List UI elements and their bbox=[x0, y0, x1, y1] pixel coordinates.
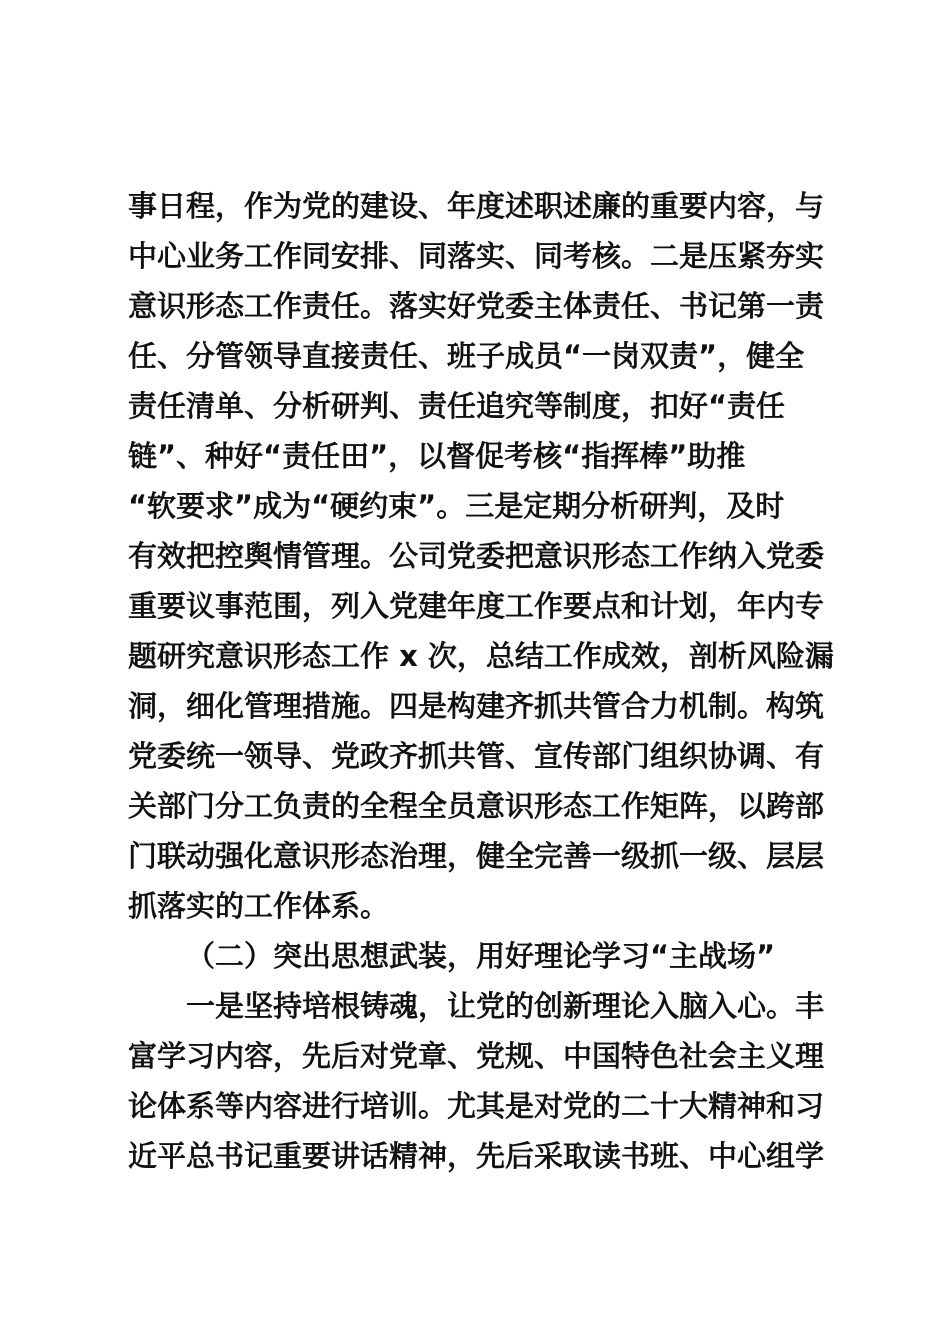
section-heading: （二）突出思想武装，用好理论学习“主战场” bbox=[186, 939, 776, 973]
text-line: 有效把控舆情管理。公司党委把意识形态工作纳入党委 bbox=[128, 539, 825, 573]
text-line: 门联动强化意识形态治理，健全完善一级抓一级、层层 bbox=[128, 839, 825, 873]
text-line: 意识形态工作责任。落实好党委主体责任、书记第一责 bbox=[128, 289, 825, 323]
text-line: 事日程，作为党的建设、年度述职述廉的重要内容，与 bbox=[128, 189, 825, 223]
text-line: 富学习内容，先后对党章、党规、中国特色社会主义理 bbox=[128, 1039, 825, 1073]
text-line: 任、分管领导直接责任、班子成员“一岗双责”，健全 bbox=[128, 339, 805, 373]
text-line: 重要议事范围，列入党建年度工作要点和计划，年内专 bbox=[128, 589, 825, 623]
text-line: 近平总书记重要讲话精神，先后采取读书班、中心组学 bbox=[128, 1139, 825, 1173]
text-line: 中心业务工作同安排、同落实、同考核。二是压紧夯实 bbox=[128, 239, 825, 273]
text-line: 一是坚持培根铸魂，让党的创新理论入脑入心。丰 bbox=[186, 989, 825, 1023]
text-line: 党委统一领导、党政齐抓共管、宣传部门组织协调、有 bbox=[128, 739, 825, 773]
text-line: 责任清单、分析研判、责任追究等制度，扣好“责任 bbox=[128, 389, 786, 423]
text-line: 题研究意识形态工作 x 次，总结工作成效，剖析风险漏 bbox=[128, 639, 834, 673]
text-line: 论体系等内容进行培训。尤其是对党的二十大精神和习 bbox=[128, 1089, 825, 1123]
text-line: 关部门分工负责的全程全员意识形态工作矩阵，以跨部 bbox=[128, 789, 825, 823]
body-text bbox=[128, 181, 848, 1181]
text-line: 链”、种好“责任田”，以督促考核“指挥棒”助推 bbox=[128, 439, 746, 473]
text-line: 抓落实的工作体系。 bbox=[128, 889, 390, 923]
text-line: 洞，细化管理措施。四是构建齐抓共管合力机制。构筑 bbox=[128, 689, 825, 723]
text-line: “软要求”成为“硬约束”。三是定期分析研判，及时 bbox=[128, 489, 785, 523]
